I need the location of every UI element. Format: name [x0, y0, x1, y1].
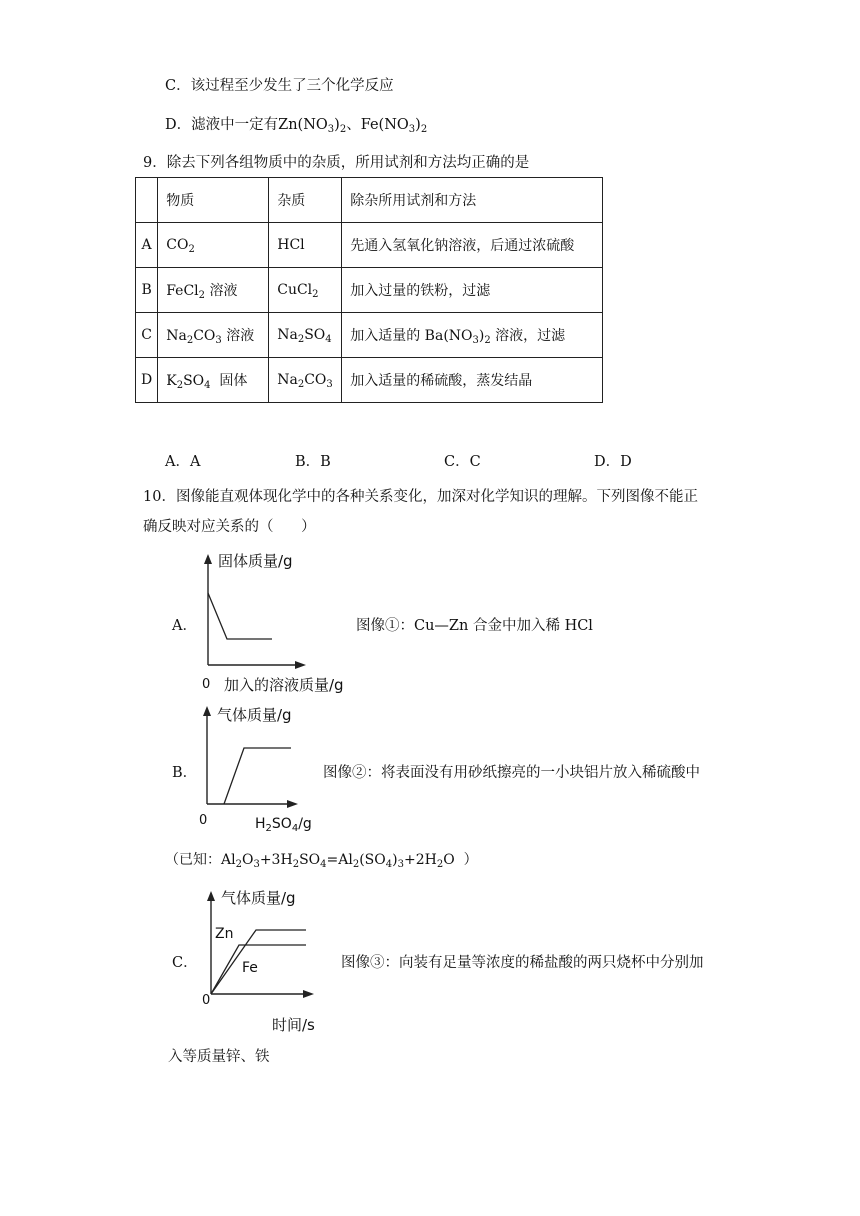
q10-stem-line1: 10．图像能直观体现化学中的各种关系变化，加深对化学知识的理解。下列图像不能正 [143, 489, 698, 505]
formula-text: (SO [359, 852, 386, 868]
impurity-cell [269, 358, 342, 403]
q9-option-b: B．B [295, 454, 331, 470]
formula-text: FeCl [166, 283, 199, 299]
formula-text: CO [304, 372, 327, 388]
subscript: 3 [408, 124, 416, 135]
separator: 、 [346, 117, 361, 133]
subscript: 3 [327, 124, 335, 135]
table-row [136, 358, 603, 403]
q8-option-d [165, 113, 427, 134]
x-axis-label: 加入的溶液质量/g [224, 676, 344, 694]
table-header-cell: 除杂所用试剂和方法 [342, 178, 603, 223]
q10-option-c-desc-cont: 入等质量锌、铁 [168, 1049, 270, 1065]
origin-label: 0 [199, 813, 208, 828]
graph-a [196, 548, 356, 696]
method-cell [342, 313, 603, 358]
formula-text: /g [298, 816, 312, 832]
subscript: 4 [291, 823, 299, 834]
formula-text: ) [334, 117, 340, 133]
formula-text: =Al [326, 852, 353, 868]
formula-text: ) [415, 117, 421, 133]
subscript: 2 [352, 859, 360, 870]
subscript: 2 [188, 244, 195, 255]
formula-text: H [255, 816, 266, 832]
formula-text: ) [392, 852, 398, 868]
formula-text: K [166, 373, 177, 389]
formula-text: 溶液 [205, 283, 238, 299]
substance-cell [158, 313, 269, 358]
formula-text: SO [299, 852, 321, 868]
series-zn-line [211, 945, 306, 994]
q10-option-c-label: C． [172, 955, 198, 971]
origin-label: 0 [202, 993, 211, 1008]
subscript: 3 [326, 379, 333, 390]
method-cell: 加入适量的稀硫酸，蒸发结晶 [342, 358, 603, 403]
y-axis-label: 气体质量/g [217, 706, 292, 724]
graph-c [196, 884, 336, 1034]
q8-option-c: C．该过程至少发生了三个化学反应 [165, 78, 394, 94]
graph-line [224, 748, 291, 804]
table-row [136, 313, 603, 358]
subscript: 2 [186, 335, 194, 346]
formula-text: 溶液，过滤 [490, 328, 566, 344]
q9-option-c: C．C [444, 454, 481, 470]
table-header-cell [136, 178, 158, 223]
subscript: 3 [215, 335, 222, 346]
q9-stem: 9．除去下列各组物质中的杂质，所用试剂和方法均正确的是 [143, 155, 530, 171]
subscript: 2 [312, 289, 319, 300]
formula-text: ) [478, 328, 485, 344]
formula-text: +3H [259, 852, 293, 868]
series-label-zn: Zn [215, 926, 234, 942]
subscript: 3 [397, 859, 404, 870]
subscript: 2 [420, 124, 428, 135]
formula-text: （已知：Al [165, 852, 236, 868]
y-axis-arrow [203, 706, 211, 716]
origin-label: 0 [202, 677, 211, 692]
table-row [136, 268, 603, 313]
subscript: 4 [204, 380, 211, 391]
y-axis-arrow [207, 891, 215, 901]
formula-text: 溶液 [221, 328, 255, 344]
formula-text: +2H [403, 852, 437, 868]
row-label: B [136, 268, 158, 313]
formula-text: Na [277, 372, 298, 388]
formula-text: SO [304, 327, 326, 343]
x-axis-label: 时间/s [272, 1016, 315, 1034]
q9-table [135, 177, 603, 403]
subscript: 2 [265, 823, 272, 834]
subscript: 3 [253, 859, 260, 870]
graph-line [208, 593, 272, 639]
q9-option-d: D．D [594, 454, 632, 470]
table-header-cell: 杂质 [269, 178, 342, 223]
q10-option-a-label: A． [172, 618, 197, 634]
formula-text: O ） [443, 852, 478, 868]
formula-text: CuCl [277, 282, 313, 298]
subscript: 2 [297, 334, 305, 345]
x-axis-arrow [287, 800, 298, 808]
impurity-cell: HCl [269, 223, 342, 268]
row-label: C [136, 313, 158, 358]
formula-text: CO [193, 328, 216, 344]
formula-text: 固体 [210, 373, 248, 389]
q10-option-c-desc: 图像③：向装有足量等浓度的稀盐酸的两只烧杯中分别加 [341, 955, 704, 971]
substance-cell [158, 358, 269, 403]
y-axis-arrow [204, 554, 212, 564]
q9-option-a: A．A [165, 454, 201, 470]
q10-stem-line2: 确反映对应关系的（ ） [143, 519, 316, 535]
subscript: 4 [385, 859, 393, 870]
formula-text: SO [183, 373, 205, 389]
known-equation [165, 849, 478, 869]
graph-b [196, 700, 316, 835]
subscript: 2 [176, 380, 184, 391]
row-label: D [136, 358, 158, 403]
q10-option-b-label: B． [172, 765, 198, 781]
substance-cell [158, 223, 269, 268]
y-axis-label: 气体质量/g [221, 889, 296, 907]
subscript: 2 [484, 335, 491, 346]
y-axis-label: 固体质量/g [218, 552, 293, 570]
q8-option-d-prefix: D．滤液中一定有 [165, 117, 279, 133]
x-axis-label [255, 816, 312, 834]
q10-option-b-desc: 图像②：将表面没有用砂纸擦亮的一小块铝片放入稀硫酸中 [323, 765, 700, 781]
formula-text: Fe(NO [360, 117, 409, 133]
subscript: 2 [297, 379, 305, 390]
subscript: 4 [320, 859, 327, 870]
impurity-cell [269, 268, 342, 313]
formula-text: Zn(NO [278, 117, 328, 133]
method-cell: 先通入氢氧化钠溶液，后通过浓硫酸 [342, 223, 603, 268]
subscript: 2 [198, 290, 206, 301]
formula-text: SO [271, 816, 292, 832]
impurity-cell [269, 313, 342, 358]
formula-text: O [241, 852, 254, 868]
row-label: A [136, 223, 158, 268]
formula-text: Na [277, 327, 298, 343]
x-axis-arrow [295, 661, 306, 669]
method-cell: 加入过量的铁粉，过滤 [342, 268, 603, 313]
formula-text: Na [166, 328, 187, 344]
subscript: 2 [436, 859, 444, 870]
subscript: 4 [325, 334, 332, 345]
subscript: 2 [292, 859, 300, 870]
table-header-cell: 物质 [158, 178, 269, 223]
subscript: 2 [339, 124, 347, 135]
formula-text: CO [166, 237, 189, 253]
substance-cell [158, 268, 269, 313]
subscript: 2 [235, 859, 242, 870]
x-axis-arrow [303, 990, 314, 998]
table-header-row [136, 178, 603, 223]
formula-text: 加入适量的 Ba(NO [350, 328, 473, 344]
subscript: 3 [472, 335, 479, 346]
q10-option-a-desc: 图像①：Cu—Zn 合金中加入稀 HCl [356, 618, 593, 634]
table-row [136, 223, 603, 268]
series-label-fe: Fe [242, 960, 258, 976]
